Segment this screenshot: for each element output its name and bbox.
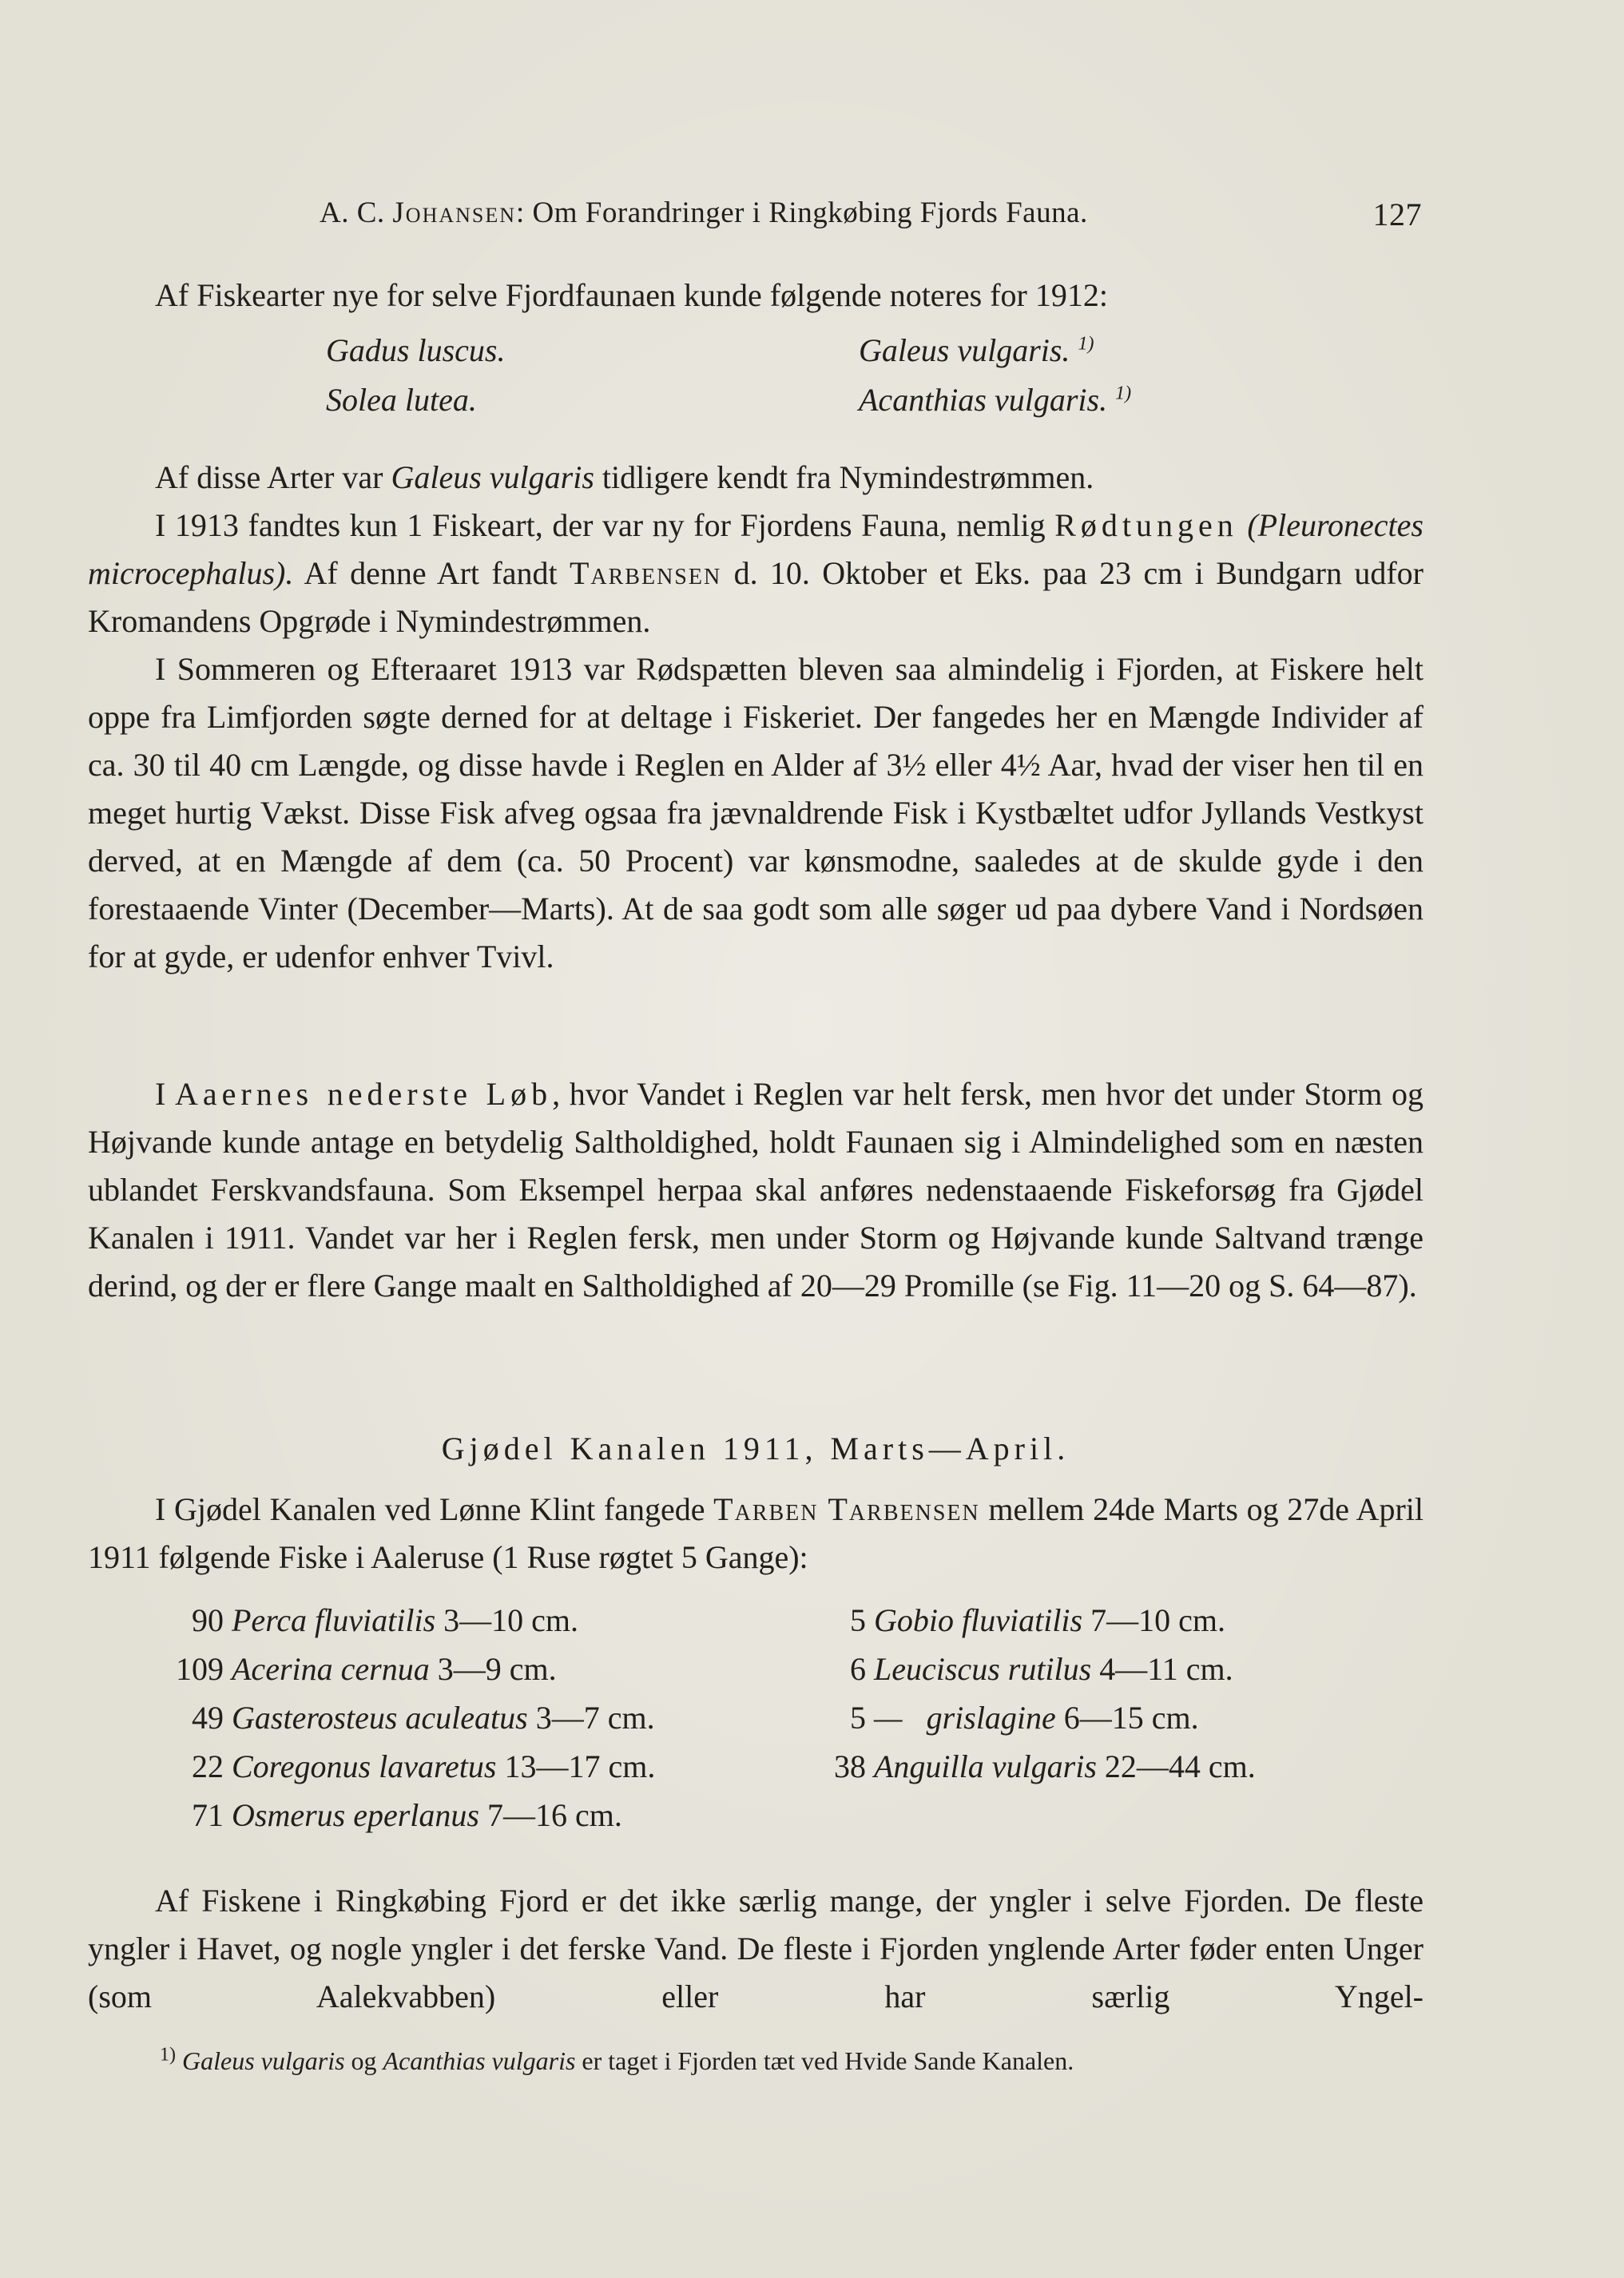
text-block-1 <box>88 454 1423 981</box>
footnote-mark: 1) <box>160 2044 176 2066</box>
species-item: Solea lutea. <box>326 382 477 418</box>
section-heading: Gjødel Kanalen 1911, Marts—April. <box>441 1431 1070 1466</box>
catch-row: 5 Gobio fluviatilis 7—10 cm. <box>850 1602 1225 1638</box>
intro-paragraph: Af Fiskearter nye for selve Fjordfaunaen kunde følgende noteres for 1912: <box>155 277 1108 313</box>
text-block-2 <box>88 1070 1423 1310</box>
header-title: : Om Forandringer i Ringkøbing Fjords Fauna. <box>516 196 1088 229</box>
author-initials: A. C. <box>320 196 385 229</box>
catch-row: 6 Leuciscus rutilus 4—11 cm. <box>850 1651 1233 1687</box>
paragraph-2: I 1913 fandtes kun 1 Fiskeart, der var ny for Fjordens Fauna, nemlig Rødtungen (Pleuronectes microcephalus). Af denne Art fandt Tarbensen d. 10. Oktober et Eks. paa 23 cm i Bundgarn udfor Kromandens Opgrøde i Nymindestrømmen. <box>88 507 1424 639</box>
paragraph-5: I Gjødel Kanalen ved Lønne Klint fangede Tarben Tarbensen mellem 24de Marts og 27de April 1911 følgende Fiske i Aaleruse (1 Ruse røgtet 5 Gange): <box>88 1491 1423 1575</box>
species-item: Galeus vulgaris. <box>859 332 1070 368</box>
species-item: Acanthias vulgaris. <box>859 382 1108 418</box>
catch-row: 49 Gasterosteus aculeatus 3—7 cm. <box>192 1700 655 1736</box>
author-name: Johansen <box>392 196 517 229</box>
species-item: Gadus luscus. <box>326 332 506 368</box>
text-block-4 <box>88 1877 1423 2021</box>
catch-row: 5 — grislagine 6—15 cm. <box>850 1700 1199 1736</box>
footnote-mark: 1) <box>1115 383 1132 404</box>
footnote-mark: 1) <box>1078 333 1094 355</box>
page-number: 127 <box>1372 196 1422 232</box>
paragraph-4: I Aaernes nederste Løb, hvor Vandet i Reglen var helt fersk, men hvor det under Storm og Højvande kunde antage en betydelig Saltholdighed, holdt Faunaen sig i Almindelighed som en næsten ublandet Ferskvandsfauna. Som Eksempel herpaa skal anføres nedenstaaende Fiskeforsøg fra Gjødel Kanalen i 1911. Vandet var her i Reglen fersk, men under Storm og Højvande kunde Saltvand trænge derind, og der er flere Gange maalt en Saltholdighed af 20—29 Promille (se Fig. 11—20 og S. 64—87). <box>88 1076 1423 1304</box>
running-title <box>320 196 1088 230</box>
section-heading-block <box>88 1425 1423 1473</box>
paragraph-6: Af Fiskene i Ringkøbing Fjord er det ikke særlig mange, der yngler i selve Fjorden. De fleste yngler i Havet, og nogle yngler i det ferske Vand. De fleste i Fjorden ynglende Arter føder enten Unger (som Aalekvabben) eller har særlig Yngel- <box>88 1883 1423 2014</box>
catch-row: 71 Osmerus eperlanus 7—16 cm. <box>192 1797 622 1833</box>
intro-block <box>88 272 1423 319</box>
text-block-3 <box>88 1486 1423 1582</box>
catch-row: 38 Anguilla vulgaris 22—44 cm. <box>834 1748 1256 1784</box>
paragraph-3: I Sommeren og Efteraaret 1913 var Rødspætten bleven saa almindelig i Fjorden, at Fiskere helt oppe fra Limfjorden søgte derned for at deltage i Fiskeriet. Der fangedes her en Mængde Individer af ca. 30 til 40 cm Længde, og disse havde i Reglen en Alder af 3½ eller 4½ Aar, hvad der viser hen til en meget hurtig Vækst. Disse Fisk afveg ogsaa fra jævnaldrende Fisk i Kystbæltet udfor Jyllands Vestkyst derved, at en Mængde af dem (ca. 50 Procent) var kønsmodne, saaledes at de skulde gyde i den forestaaende Vinter (December—Marts). At de saa godt som alle søger ud paa dybere Vand i Nordsøen for at gyde, er udenfor enhver Tvivl. <box>88 651 1423 974</box>
catch-row: 22 Coregonus lavaretus 13—17 cm. <box>192 1748 656 1784</box>
catch-row: 109 Acerina cernua 3—9 cm. <box>176 1651 557 1687</box>
footnote: $^{1)}$ Galeus vulgaris og Acanthias vulgaris er taget i Fjorden tæt ved Hvide Sande Kanalen. <box>160 2044 1074 2075</box>
catch-row: 90 Perca fluviatilis 3—10 cm. <box>192 1602 579 1638</box>
running-header <box>320 196 1422 244</box>
paragraph-1: Af disse Arter var Galeus vulgaris tidligere kendt fra Nymindestrømmen. <box>155 459 1094 495</box>
